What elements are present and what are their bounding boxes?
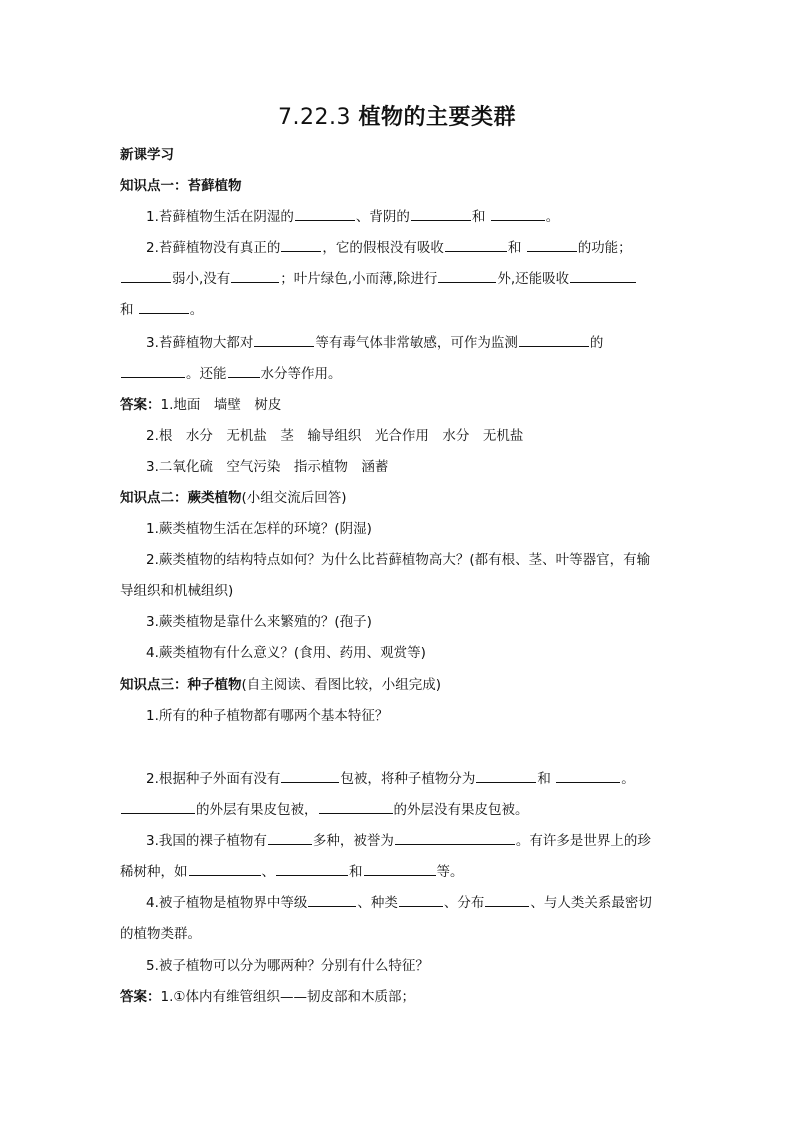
q1-text-a: 1.苔藓植物生活在阴湿的: [146, 209, 294, 225]
kp2-question-1: 1.蕨类植物生活在怎样的环境？(阴湿): [146, 521, 372, 537]
kp3-q2-text-f: 的外层没有果皮包被。: [393, 802, 529, 818]
answer-1-2: 2.根 水分 无机盐 茎 输导组织 光合作用 水分 无机盐: [146, 428, 524, 444]
blank[interactable]: [411, 207, 471, 221]
title-number: 7.22.3: [278, 105, 351, 130]
blank[interactable]: [527, 238, 577, 252]
blank[interactable]: [399, 893, 443, 907]
blank[interactable]: [438, 269, 496, 283]
answer-1-3: 3.二氧化硫 空气污染 指示植物 涵蓄: [146, 459, 389, 475]
blank[interactable]: [281, 769, 339, 783]
blank[interactable]: [228, 364, 260, 378]
section-heading: 新课学习: [120, 147, 174, 163]
q2-text-d: 的功能；: [577, 240, 632, 256]
blank[interactable]: [121, 269, 171, 283]
blank[interactable]: [395, 831, 515, 845]
blank[interactable]: [121, 800, 195, 814]
kp3-q3-text-g: 等。: [436, 864, 464, 880]
knowledge-point-3: [120, 675, 680, 695]
kp2-note: (小组交流后回答): [241, 490, 347, 506]
blank[interactable]: [189, 862, 261, 876]
answer-label: 答案：: [120, 397, 161, 413]
title-text: 植物的主要类群: [358, 105, 516, 130]
kp3-q4-text-d: 、与人类关系最密切: [530, 895, 652, 911]
q3-text-e: 水分等作用。: [260, 366, 342, 382]
blank[interactable]: [276, 862, 348, 876]
q2-text-i: 。: [189, 302, 204, 318]
kp3-q3-text-f: 和: [349, 864, 363, 880]
blank[interactable]: [445, 238, 507, 252]
kp3-question-3: [146, 831, 680, 851]
kp2-question-3: 3.蕨类植物是靠什么来繁殖的？(孢子): [146, 614, 372, 630]
blank[interactable]: [556, 769, 620, 783]
kp2-question-2: 2.蕨类植物的结构特点如何？为什么比苔藓植物高大？(都有根、茎、叶等器官，有输: [146, 552, 651, 568]
answer-3-1: 1.①体内有维管组织——韧皮部和木质部；: [160, 989, 415, 1005]
kp3-q3-text-d: 稀树种，如: [120, 864, 188, 880]
kp3-q2-text-b: 包被，将种子植物分为: [340, 771, 476, 787]
answer-block-3: [120, 987, 680, 1007]
kp3-q4-text-b: 、种类: [357, 895, 398, 911]
kp2-question-4: 4.蕨类植物有什么意义？(食用、药用、观赏等): [146, 645, 426, 661]
kp3-q4-text-c: 、分布: [443, 895, 485, 911]
kp3-q2-text-c: 和: [537, 771, 556, 787]
q2-text-c: 和: [507, 240, 526, 256]
kp1-question-3-cont: [120, 364, 680, 384]
kp3-question-4-cont: 的植物类群。: [120, 926, 201, 942]
blank[interactable]: [268, 831, 312, 845]
kp3-q2-text-a: 2.根据种子外面有没有: [146, 771, 281, 787]
q1-text-b: 、背阴的: [355, 209, 410, 225]
blank[interactable]: [485, 893, 529, 907]
q2-text-a: 2.苔藓植物没有真正的: [146, 240, 281, 256]
kp3-q3-text-b: 多种，被誉为: [312, 833, 394, 849]
kp3-question-2-cont: [120, 800, 680, 820]
blank[interactable]: [476, 769, 536, 783]
blank[interactable]: [281, 238, 321, 252]
q2-text-e: 弱小,没有: [172, 271, 231, 287]
blank[interactable]: [121, 364, 185, 378]
answer-block-1: [120, 395, 680, 415]
q2-text-g: 外,还能吸收: [497, 271, 570, 287]
kp2-question-2-cont: 导组织和机械组织): [120, 583, 234, 599]
kp3-question-2: [146, 769, 680, 789]
kp3-q4-text-a: 4.被子植物是植物界中等级: [146, 895, 308, 911]
kp3-q3-text-c: 。有许多是世界上的珍: [515, 833, 651, 849]
kp3-question-4: [146, 893, 680, 913]
blank[interactable]: [491, 207, 545, 221]
q3-text-d: 。还能: [186, 366, 227, 382]
kp3-q2-text-d: 。: [621, 771, 635, 787]
kp3-question-3-cont: [120, 862, 680, 882]
kp3-question-1: 1.所有的种子植物都有哪两个基本特征？: [146, 708, 389, 724]
q3-text-c: 的: [589, 335, 604, 351]
kp1-question-2: [146, 238, 680, 258]
kp2-label: 知识点二：: [120, 490, 188, 506]
kp3-question-5: 5.被子植物可以分为哪两种？分别有什么特征？: [146, 958, 429, 974]
knowledge-point-1: [120, 176, 680, 196]
q1-text-d: 。: [545, 209, 560, 225]
q3-text-b: 等有毒气体非常敏感，可作为监测: [315, 335, 518, 351]
kp1-name: 苔藓植物: [187, 178, 242, 194]
knowledge-point-2: [120, 488, 680, 508]
blank[interactable]: [308, 893, 356, 907]
q2-text-f: ；叶片绿色,小而薄,除进行: [280, 271, 438, 287]
blank[interactable]: [139, 300, 189, 314]
kp1-label: 知识点一：: [120, 178, 188, 194]
blank[interactable]: [570, 269, 636, 283]
kp2-name: 蕨类植物: [187, 490, 242, 506]
page-title: [0, 100, 794, 131]
kp1-question-1: [146, 207, 680, 227]
blank[interactable]: [231, 269, 279, 283]
q2-text-h: 和: [120, 302, 138, 318]
kp1-question-2-end: [120, 300, 680, 320]
answer-label: 答案：: [120, 989, 161, 1005]
blank[interactable]: [519, 333, 589, 347]
kp3-label: 知识点三：: [120, 677, 188, 693]
q2-text-b: ，它的假根没有吸收: [322, 240, 444, 256]
kp3-name: 种子植物: [187, 677, 242, 693]
blank[interactable]: [295, 207, 355, 221]
kp1-question-2-cont: [120, 269, 680, 289]
kp1-question-3: [146, 333, 680, 353]
blank[interactable]: [254, 333, 314, 347]
q1-text-c: 和: [471, 209, 490, 225]
kp3-q3-text-e: 、: [261, 864, 275, 880]
blank[interactable]: [319, 800, 393, 814]
q3-text-a: 3.苔藓植物大都对: [146, 335, 254, 351]
kp3-note: (自主阅读、看图比较，小组完成): [241, 677, 442, 693]
blank[interactable]: [364, 862, 436, 876]
answer-1-1: 1.地面 墙壁 树皮: [160, 397, 282, 413]
kp3-q2-text-e: 的外层有果皮包被，: [196, 802, 318, 818]
kp3-q3-text-a: 3.我国的裸子植物有: [146, 833, 267, 849]
